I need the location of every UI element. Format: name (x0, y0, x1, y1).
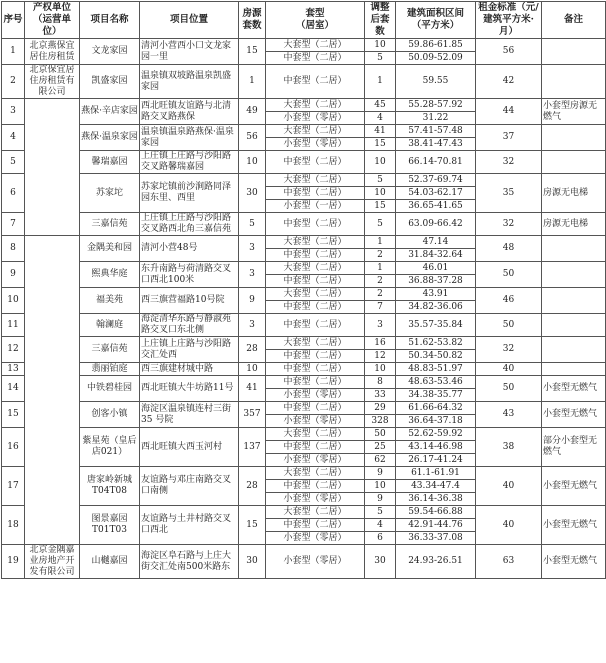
note-cell (542, 65, 606, 99)
project-location: 海淀区阜石路与上庄大街交汇处南500米路东 (140, 545, 239, 579)
table-row (2, 262, 606, 275)
row-number: 12 (2, 337, 25, 363)
unit-type: 中套型（二居） (266, 363, 365, 376)
row-number: 7 (2, 213, 25, 236)
rent-standard: 32 (476, 337, 542, 363)
column-header: 备注 (542, 2, 606, 39)
area-range: 43.91 (396, 288, 476, 301)
project-location: 上庄镇上庄路与沙阳路交叉路西北角三嘉信苑 (140, 213, 239, 236)
note-cell (542, 39, 606, 65)
rent-standard: 44 (476, 99, 542, 125)
table-row (2, 402, 606, 415)
rent-standard: 40 (476, 363, 542, 376)
project-location: 西北旺镇友谊路与北清路交叉路燕保 (140, 99, 239, 125)
adjusted-count: 5 (365, 213, 396, 236)
rent-standard: 32 (476, 213, 542, 236)
unit-count: 5 (239, 213, 266, 236)
project-location: 友谊路与土井村路交叉口西北 (140, 506, 239, 545)
area-range: 47.14 (396, 236, 476, 249)
unit-count: 3 (239, 314, 266, 337)
adjusted-count: 2 (365, 275, 396, 288)
unit-count: 49 (239, 99, 266, 125)
adjusted-count: 1 (365, 262, 396, 275)
project-name: 福美苑 (80, 288, 140, 314)
project-name: 唐家岭新城T04T08 (80, 467, 140, 506)
area-range: 55.28-57.92 (396, 99, 476, 112)
unit-type: 中套型（二居） (266, 402, 365, 415)
adjusted-count: 41 (365, 125, 396, 138)
unit-count: 28 (239, 337, 266, 363)
unit-type: 小套型（零居） (266, 415, 365, 428)
owner-cell: 北京金隅嘉业房地产开发有限公司 (25, 545, 80, 579)
unit-count: 41 (239, 376, 266, 402)
area-range: 38.41-47.43 (396, 138, 476, 151)
adjusted-count: 6 (365, 532, 396, 545)
project-location: 清河小营48号 (140, 236, 239, 262)
rent-standard: 56 (476, 39, 542, 65)
unit-type: 大套型（二居） (266, 125, 365, 138)
row-number: 17 (2, 467, 25, 506)
project-location: 友谊路与邓庄南路交叉口南侧 (140, 467, 239, 506)
project-name: 图景嘉园T01T03 (80, 506, 140, 545)
rent-standard: 43 (476, 402, 542, 428)
adjusted-count: 12 (365, 350, 396, 363)
unit-type: 中套型（二居） (266, 187, 365, 200)
row-number: 10 (2, 288, 25, 314)
project-location: 东升南路与荷清路交叉口西北100米 (140, 262, 239, 288)
area-range: 31.22 (396, 112, 476, 125)
area-range: 50.09-52.09 (396, 52, 476, 65)
unit-type: 中套型（二居） (266, 441, 365, 454)
note-cell: 小套型无燃气 (542, 467, 606, 506)
adjusted-count: 328 (365, 415, 396, 428)
note-cell (542, 337, 606, 363)
adjusted-count: 33 (365, 389, 396, 402)
unit-count: 3 (239, 262, 266, 288)
unit-type: 大套型（二居） (266, 428, 365, 441)
unit-type: 大套型（二居） (266, 236, 365, 249)
unit-type: 大套型（二居） (266, 262, 365, 275)
housing-table (1, 1, 606, 579)
area-range: 61.1-61.91 (396, 467, 476, 480)
table-body (2, 39, 606, 579)
unit-type: 小套型（零居） (266, 389, 365, 402)
unit-type: 中套型（二居） (266, 301, 365, 314)
adjusted-count: 16 (365, 337, 396, 350)
row-number: 13 (2, 363, 25, 376)
adjusted-count: 4 (365, 519, 396, 532)
adjusted-count: 9 (365, 493, 396, 506)
adjusted-count: 5 (365, 506, 396, 519)
rent-standard: 38 (476, 428, 542, 467)
unit-type: 中套型（二居） (266, 52, 365, 65)
project-name: 燕保·辛店家园 (80, 99, 140, 125)
area-range: 34.82-36.06 (396, 301, 476, 314)
row-number: 19 (2, 545, 25, 579)
note-cell (542, 236, 606, 262)
project-location: 上庄镇上庄路与沙阳路交叉路馨瑞嘉园 (140, 151, 239, 174)
project-name: 山樾嘉园 (80, 545, 140, 579)
table-row (2, 337, 606, 350)
table-row (2, 545, 606, 579)
project-name: 凯盛家园 (80, 65, 140, 99)
area-range: 51.62-53.82 (396, 337, 476, 350)
adjusted-count: 3 (365, 314, 396, 337)
adjusted-count: 10 (365, 151, 396, 174)
rent-standard: 40 (476, 467, 542, 506)
area-range: 48.63-53.46 (396, 376, 476, 389)
project-name: 燕保·温泉家园 (80, 125, 140, 151)
row-number: 2 (2, 65, 25, 99)
project-name: 金隅美和园 (80, 236, 140, 262)
project-location: 海淀清华东路与静淑苑路交叉口东北侧 (140, 314, 239, 337)
area-range: 59.86-61.85 (396, 39, 476, 52)
note-cell (542, 151, 606, 174)
unit-type: 大套型（二居） (266, 174, 365, 187)
rent-standard: 37 (476, 125, 542, 151)
project-name: 中铁碧桂园 (80, 376, 140, 402)
table-row (2, 213, 606, 236)
unit-count: 15 (239, 39, 266, 65)
project-name: 三嘉信苑 (80, 213, 140, 236)
unit-count: 56 (239, 125, 266, 151)
table-row (2, 151, 606, 174)
unit-type: 大套型（二居） (266, 467, 365, 480)
project-name: 文龙家园 (80, 39, 140, 65)
unit-type: 中套型（二居） (266, 249, 365, 262)
unit-type: 小套型（零居） (266, 545, 365, 579)
unit-type: 大套型（二居） (266, 337, 365, 350)
rent-standard: 63 (476, 545, 542, 579)
note-cell (542, 314, 606, 337)
unit-type: 大套型（二居） (266, 288, 365, 301)
adjusted-count: 10 (365, 480, 396, 493)
unit-type: 中套型（二居） (266, 314, 365, 337)
note-cell (542, 262, 606, 288)
project-location: 西北旺镇大牛坊路11号 (140, 376, 239, 402)
unit-count: 137 (239, 428, 266, 467)
unit-type: 大套型（二居） (266, 39, 365, 52)
rent-standard: 35 (476, 174, 542, 213)
unit-type: 中套型（二居） (266, 480, 365, 493)
area-range: 48.83-51.97 (396, 363, 476, 376)
row-number: 9 (2, 262, 25, 288)
unit-type: 小套型（零居） (266, 493, 365, 506)
adjusted-count: 4 (365, 112, 396, 125)
adjusted-count: 5 (365, 52, 396, 65)
adjusted-count: 10 (365, 363, 396, 376)
row-number: 1 (2, 39, 25, 65)
note-cell: 小套型无燃气 (542, 545, 606, 579)
project-name: 翡丽铂庭 (80, 363, 140, 376)
owner-cell (25, 236, 80, 545)
rent-standard: 32 (476, 151, 542, 174)
area-range: 36.14-36.38 (396, 493, 476, 506)
area-range: 36.88-37.28 (396, 275, 476, 288)
unit-count: 1 (239, 65, 266, 99)
area-range: 61.66-64.32 (396, 402, 476, 415)
owner-cell: 北京燕保宜居住房租赁 (25, 39, 80, 65)
rent-standard: 50 (476, 262, 542, 288)
unit-type: 中套型（二居） (266, 519, 365, 532)
area-range: 36.64-37.18 (396, 415, 476, 428)
adjusted-count: 15 (365, 200, 396, 213)
column-header: 项目名称 (80, 2, 140, 39)
project-name: 创客小镇 (80, 402, 140, 428)
adjusted-count: 15 (365, 138, 396, 151)
rent-standard: 46 (476, 288, 542, 314)
unit-type: 中套型（二居） (266, 350, 365, 363)
table-row (2, 376, 606, 389)
project-location: 西三旗营福路10号院 (140, 288, 239, 314)
unit-type: 中套型（二居） (266, 275, 365, 288)
unit-count: 9 (239, 288, 266, 314)
column-header: 产权单位 （运营单位） (25, 2, 80, 39)
note-cell: 小套型无燃气 (542, 402, 606, 428)
unit-type: 小套型（零居） (266, 112, 365, 125)
note-cell: 小套型房源无燃气 (542, 99, 606, 125)
area-range: 35.57-35.84 (396, 314, 476, 337)
unit-type: 大套型（二居） (266, 99, 365, 112)
unit-count: 357 (239, 402, 266, 428)
column-header: 序号 (2, 2, 25, 39)
rent-standard: 48 (476, 236, 542, 262)
adjusted-count: 2 (365, 249, 396, 262)
unit-count: 3 (239, 236, 266, 262)
note-cell (542, 288, 606, 314)
unit-type: 大套型（二居） (266, 506, 365, 519)
area-range: 59.55 (396, 65, 476, 99)
project-location: 温泉镇温泉路燕保·温泉家园 (140, 125, 239, 151)
note-cell: 房源无电梯 (542, 174, 606, 213)
adjusted-count: 50 (365, 428, 396, 441)
table-row (2, 65, 606, 99)
project-location: 温泉镇双坡路温泉凯盛家园 (140, 65, 239, 99)
adjusted-count: 10 (365, 39, 396, 52)
unit-count: 28 (239, 467, 266, 506)
unit-type: 小套型（零居） (266, 138, 365, 151)
adjusted-count: 25 (365, 441, 396, 454)
unit-count: 30 (239, 174, 266, 213)
row-number: 5 (2, 151, 25, 174)
adjusted-count: 30 (365, 545, 396, 579)
project-location: 苏家坨镇前沙涧路同泽园东里、西里 (140, 174, 239, 213)
unit-type: 小套型（零居） (266, 454, 365, 467)
adjusted-count: 1 (365, 236, 396, 249)
row-number: 8 (2, 236, 25, 262)
note-cell: 小套型无燃气 (542, 506, 606, 545)
column-header: 调整后套数 (365, 2, 396, 39)
project-location: 西三旗建材城中路 (140, 363, 239, 376)
column-header: 套型 （居室） (266, 2, 365, 39)
rent-standard: 50 (476, 314, 542, 337)
area-range: 66.14-70.81 (396, 151, 476, 174)
adjusted-count: 5 (365, 174, 396, 187)
project-name: 翰澜庭 (80, 314, 140, 337)
table-row (2, 125, 606, 138)
adjusted-count: 1 (365, 65, 396, 99)
owner-cell (25, 99, 80, 236)
column-header: 项目位置 (140, 2, 239, 39)
area-range: 57.41-57.48 (396, 125, 476, 138)
row-number: 16 (2, 428, 25, 467)
note-cell (542, 363, 606, 376)
unit-count: 30 (239, 545, 266, 579)
area-range: 26.17-41.24 (396, 454, 476, 467)
rent-standard: 42 (476, 65, 542, 99)
row-number: 4 (2, 125, 25, 151)
column-header: 房源套数 (239, 2, 266, 39)
row-number: 6 (2, 174, 25, 213)
project-name: 熙典华庭 (80, 262, 140, 288)
project-location: 上庄镇上庄路与沙阳路交汇处西 (140, 337, 239, 363)
area-range: 31.84-32.64 (396, 249, 476, 262)
unit-count: 10 (239, 363, 266, 376)
unit-type: 小套型（零居） (266, 532, 365, 545)
unit-type: 中套型（二居） (266, 213, 365, 236)
area-range: 52.62-59.92 (396, 428, 476, 441)
project-name: 三嘉信苑 (80, 337, 140, 363)
note-cell (542, 125, 606, 151)
area-range: 24.93-26.51 (396, 545, 476, 579)
rent-standard: 40 (476, 506, 542, 545)
table-row (2, 363, 606, 376)
unit-count: 15 (239, 506, 266, 545)
column-header: 租金标准（元/建筑平方米·月） (476, 2, 542, 39)
area-range: 54.03-62.17 (396, 187, 476, 200)
unit-type: 中套型（二居） (266, 151, 365, 174)
adjusted-count: 62 (365, 454, 396, 467)
table-row (2, 39, 606, 52)
area-range: 43.14-46.98 (396, 441, 476, 454)
project-location: 清河小营西小口文龙家园一里 (140, 39, 239, 65)
area-range: 42.91-44.76 (396, 519, 476, 532)
project-name: 苏家坨 (80, 174, 140, 213)
area-range: 34.38-35.77 (396, 389, 476, 402)
unit-count: 10 (239, 151, 266, 174)
area-range: 63.09-66.42 (396, 213, 476, 236)
row-number: 3 (2, 99, 25, 125)
project-name: 紫星苑（皇后店021） (80, 428, 140, 467)
project-location: 西北旺镇大西玉河村 (140, 428, 239, 467)
table-row (2, 506, 606, 519)
adjusted-count: 7 (365, 301, 396, 314)
owner-cell: 北京保宜居住房租赁有限公司 (25, 65, 80, 99)
row-number: 14 (2, 376, 25, 402)
adjusted-count: 8 (365, 376, 396, 389)
row-number: 15 (2, 402, 25, 428)
adjusted-count: 10 (365, 187, 396, 200)
table-header-row (2, 2, 606, 39)
area-range: 52.37-69.74 (396, 174, 476, 187)
table-row (2, 99, 606, 112)
row-number: 11 (2, 314, 25, 337)
note-cell: 小套型无燃气 (542, 376, 606, 402)
table-row (2, 288, 606, 301)
row-number: 18 (2, 506, 25, 545)
table-row (2, 236, 606, 249)
table-row (2, 428, 606, 441)
adjusted-count: 9 (365, 467, 396, 480)
area-range: 50.34-50.82 (396, 350, 476, 363)
column-header: 建筑面积区间 （平方米） (396, 2, 476, 39)
note-cell: 部分小套型无燃气 (542, 428, 606, 467)
table-row (2, 174, 606, 187)
unit-type: 小套型（一居） (266, 200, 365, 213)
table-row (2, 314, 606, 337)
area-range: 36.65-41.65 (396, 200, 476, 213)
adjusted-count: 29 (365, 402, 396, 415)
unit-type: 中套型（二居） (266, 376, 365, 389)
project-name: 馨瑞嘉园 (80, 151, 140, 174)
area-range: 59.54-66.88 (396, 506, 476, 519)
rent-standard: 50 (476, 376, 542, 402)
unit-type: 中套型（二居） (266, 65, 365, 99)
area-range: 46.01 (396, 262, 476, 275)
note-cell: 房源无电梯 (542, 213, 606, 236)
area-range: 43.34-47.4 (396, 480, 476, 493)
area-range: 36.33-37.08 (396, 532, 476, 545)
table-row (2, 467, 606, 480)
project-location: 海淀区温泉镇连村三街 35 号院 (140, 402, 239, 428)
adjusted-count: 2 (365, 288, 396, 301)
adjusted-count: 45 (365, 99, 396, 112)
